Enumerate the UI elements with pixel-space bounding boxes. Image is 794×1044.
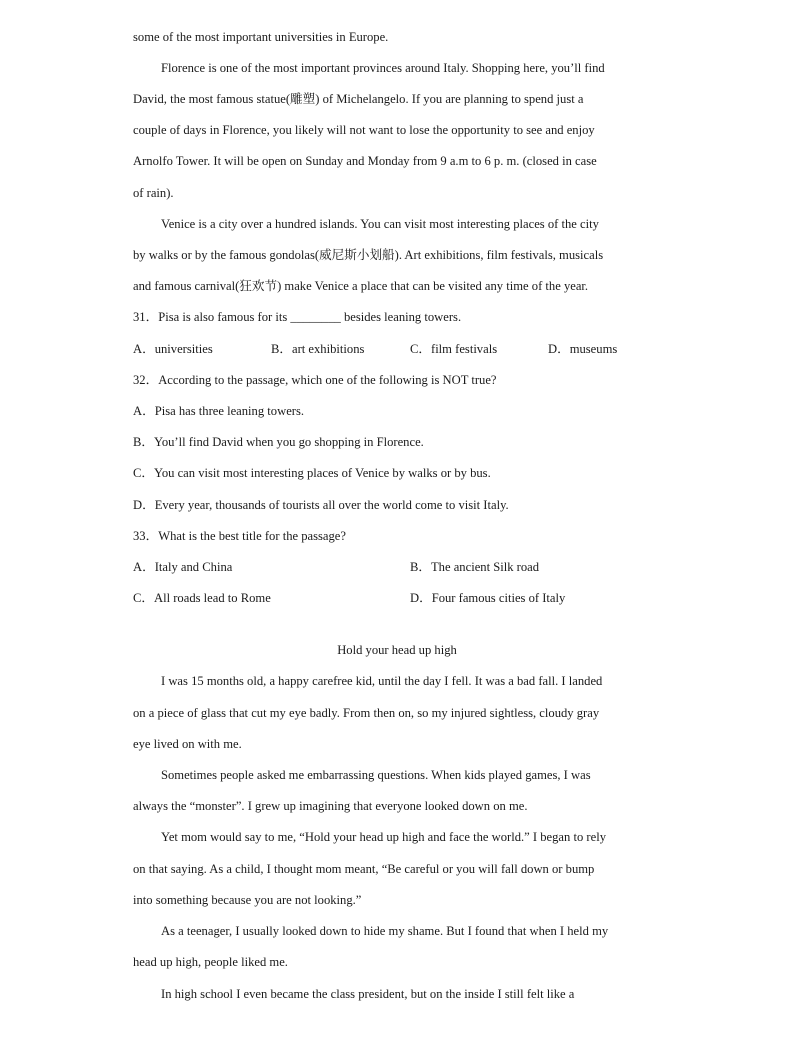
paragraph-line: Sometimes people asked me embarrassing questions. When kids played games, I was [161,768,591,782]
paragraph-line: Venice is a city over a hundred islands. You can visit most interesting places of the city [161,217,599,231]
question-stem: 32．According to the passage, which one of the following is NOT true? [133,373,497,387]
option-a: A．Pisa has three leaning towers. [133,404,305,418]
paragraph-line: by walks or by the famous gondolas(威尼斯小划船). Art exhibitions, film festivals, musicals [133,248,604,262]
passage-title: Hold your head up high [337,643,457,657]
option-c: C．film festivals [410,342,498,356]
paragraph-line: couple of days in Florence, you likely will not want to lose the opportunity to see and enjoy [133,123,595,137]
option-a: A．Italy and China [133,560,233,574]
paragraph-line: and famous carnival(狂欢节) make Venice a place that can be visited any time of the year. [133,279,589,293]
option-b: B．art exhibitions [271,342,365,356]
passage-line: some of the most important universities in Europe. [133,30,389,44]
paragraph-line: of rain). [133,186,174,200]
option-d: D．museums [548,342,618,356]
option-b: B．You’ll find David when you go shopping in Florence. [133,435,424,449]
paragraph-line: on a piece of glass that cut my eye badly. From then on, so my injured sightless, cloudy gray [133,706,600,720]
option-c: C．You can visit most interesting places of Venice by walks or by bus. [133,466,491,480]
option-b: B．The ancient Silk road [410,560,540,574]
paragraph-line: Arnolfo Tower. It will be open on Sunday and Monday from 9 a.m to 6 p. m. (closed in case [133,154,597,168]
paragraph-line: head up high, people liked me. [133,955,288,969]
paragraph-line: always the “monster”. I grew up imagining that everyone looked down on me. [133,799,528,813]
option-a: A．universities [133,342,213,356]
paragraph-line: on that saying. As a child, I thought mom meant, “Be careful or you will fall down or bump [133,862,595,876]
paragraph-line: In high school I even became the class president, but on the inside I still felt like a [161,987,575,1001]
question-stem: 31．Pisa is also famous for its ________ besides leaning towers. [133,310,462,324]
option-d: D．Four famous cities of Italy [410,591,566,605]
paragraph-line: into something because you are not looking.” [133,893,362,907]
paragraph-line: Florence is one of the most important provinces around Italy. Shopping here, you’ll find [161,61,605,75]
paragraph-line: I was 15 months old, a happy carefree kid, until the day I fell. It was a bad fall. I landed [161,674,603,688]
option-c: C．All roads lead to Rome [133,591,271,605]
paragraph-line: David, the most famous statue(雕塑) of Michelangelo. If you are planning to spend just a [133,92,584,106]
paragraph-line: Yet mom would say to me, “Hold your head up high and face the world.” I began to rely [161,830,606,844]
option-d: D．Every year, thousands of tourists all over the world come to visit Italy. [133,498,509,512]
paragraph-line: eye lived on with me. [133,737,242,751]
paragraph-line: As a teenager, I usually looked down to hide my shame. But I found that when I held my [161,924,609,938]
question-stem: 33．What is the best title for the passage? [133,529,346,543]
